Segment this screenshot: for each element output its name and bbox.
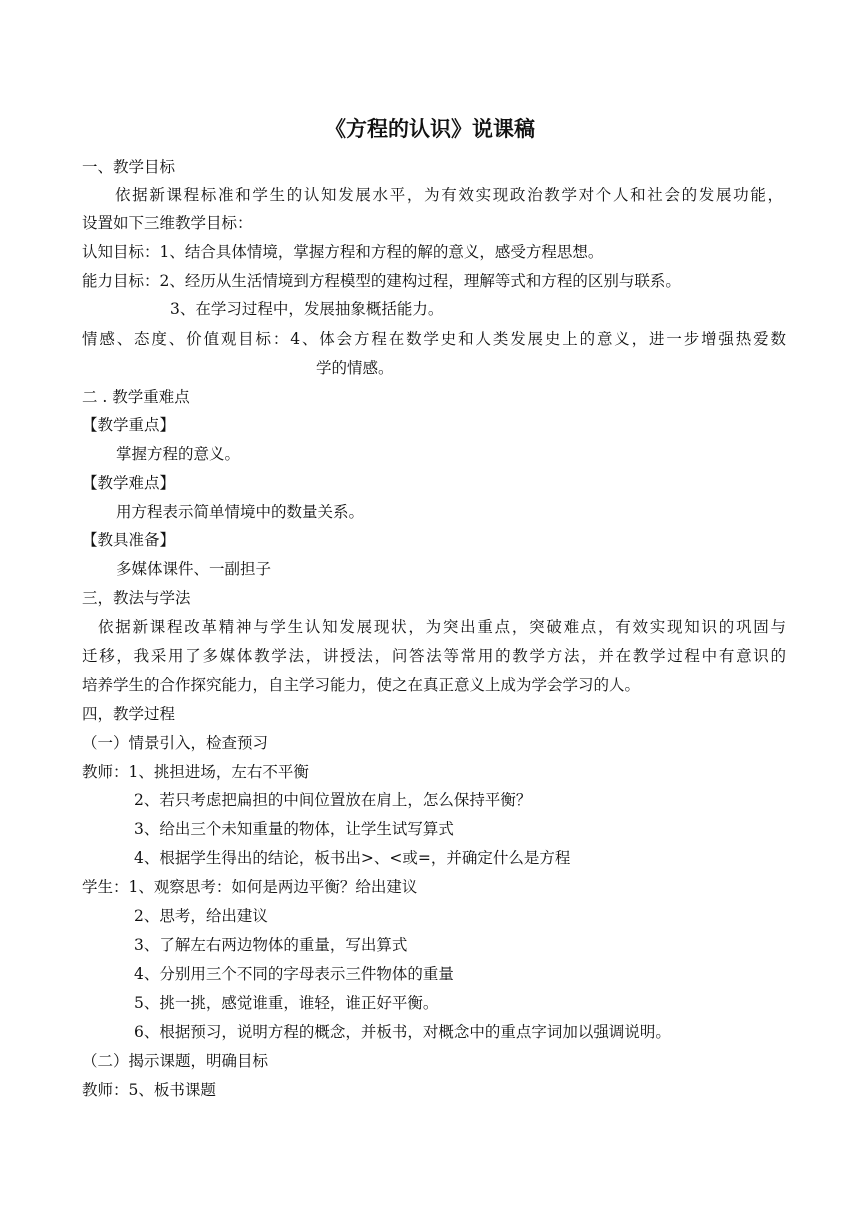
- step-2-heading: （二）揭示课题，明确目标: [82, 1052, 269, 1070]
- tools-text: 多媒体课件、一副担子: [116, 560, 272, 578]
- emotion-goal-line-1: 情感、态度、价值观目标：4、体会方程在数学史和人类发展史上的意义，进一步增强热爱数: [82, 330, 786, 348]
- student-step-5: 5、挑一挑，感觉谁重，谁轻，谁正好平衡。: [134, 994, 439, 1012]
- section-3-heading: 三，教法与学法: [82, 589, 191, 607]
- section-4-heading: 四，教学过程: [82, 705, 176, 723]
- document-title: 《方程的认识》说课稿: [325, 116, 535, 141]
- student-step-2: 2、思考，给出建议: [134, 907, 268, 925]
- section-1-heading: 一、教学目标: [82, 158, 176, 176]
- cognitive-goal: 认知目标：1、结合具体情境，掌握方程和方程的解的意义，感受方程思想。: [82, 243, 604, 261]
- student-step-3: 3、了解左右两边物体的重量，写出算式: [134, 936, 408, 954]
- ability-goal-2: 3、在学习过程中，发展抽象概括能力。: [170, 300, 444, 318]
- difficulty-text: 用方程表示简单情境中的数量关系。: [116, 503, 365, 521]
- teacher-step-2: 2、若只考虑把扁担的中间位置放在肩上，怎么保持平衡？: [134, 791, 532, 809]
- difficulty-label: 【教学难点】: [82, 474, 176, 492]
- section-3-paragraph-line-3: 培养学生的合作探究能力，自主学习能力，使之在真正意义上成为学会学习的人。: [82, 676, 641, 694]
- teacher-step-1: 教师：1、挑担进场，左右不平衡: [82, 763, 309, 781]
- student-step-4: 4、分别用三个不同的字母表示三件物体的重量: [134, 965, 454, 983]
- section-1-intro-line-1: 依据新课程标准和学生的认知发展水平，为有效实现政治教学对个人和社会的发展功能，: [115, 186, 783, 204]
- focus-label: 【教学重点】: [82, 416, 176, 434]
- student-step-1: 学生：1、观察思考：如何是两边平衡？给出建议: [82, 878, 418, 896]
- ability-goal-1: 能力目标：2、经历从生活情境到方程模型的建构过程，理解等式和方程的区别与联系。: [82, 272, 681, 290]
- tools-label: 【教具准备】: [82, 531, 176, 549]
- student-step-6: 6、根据预习，说明方程的概念，并板书，对概念中的重点字词加以强调说明。: [134, 1023, 671, 1041]
- section-3-paragraph-line-1: 依据新课程改革精神与学生认知发展现状，为突出重点，突破难点，有效实现知识的巩固与: [98, 618, 786, 636]
- section-3-paragraph-line-2: 迁移，我采用了多媒体教学法，讲授法，问答法等常用的教学方法，并在教学过程中有意识的: [82, 647, 786, 665]
- emotion-goal-line-2: 学的情感。: [316, 359, 394, 377]
- teacher-step-3: 3、给出三个未知重量的物体，让学生试写算式: [134, 820, 454, 838]
- teacher-step-5: 教师：5、板书课题: [82, 1081, 216, 1099]
- section-1-intro-line-2: 设置如下三维教学目标：: [82, 214, 253, 232]
- section-2-heading: 二 . 教学重难点: [82, 388, 190, 406]
- focus-text: 掌握方程的意义。: [116, 445, 241, 463]
- teacher-step-4: 4、根据学生得出的结论，板书出>、<或=，并确定什么是方程: [134, 849, 571, 867]
- step-1-heading: （一）情景引入，检查预习: [82, 734, 269, 752]
